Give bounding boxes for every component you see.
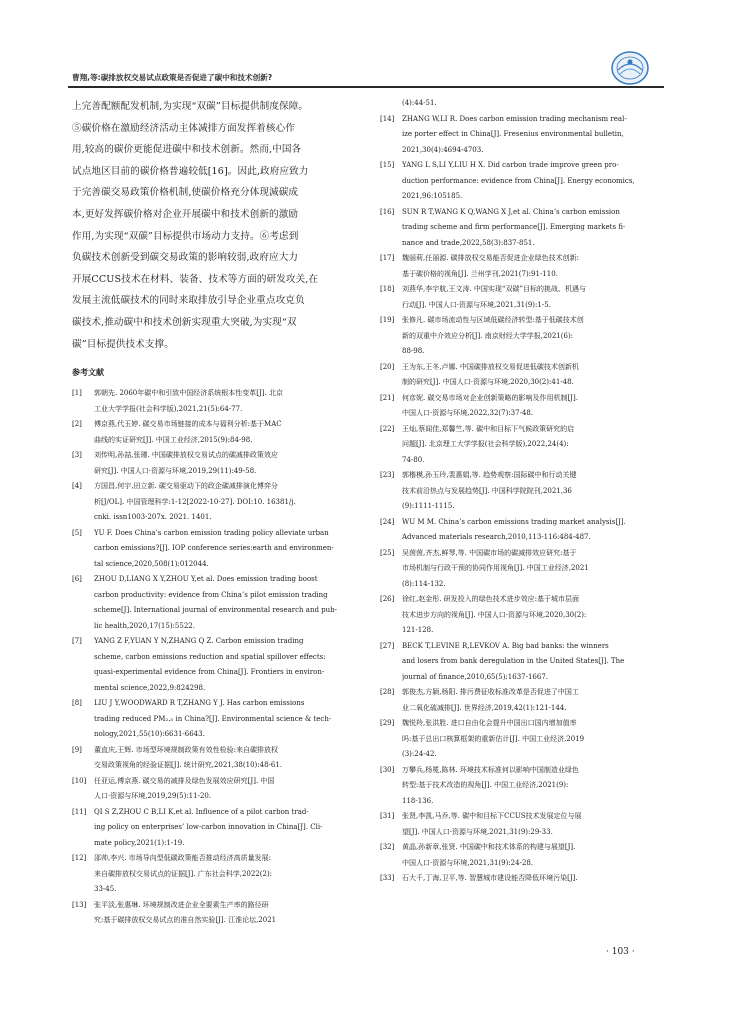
reference-line: 技术进步方向的视角[J]. 中国人口·资源与环境,2020,30(2): <box>402 610 587 619</box>
reference-line: 究:基于碳排放权交易试点的准自然实验[J]. 江淮论坛,2021 <box>94 916 277 925</box>
reference-line: duction performance: evidence from China[J]. Energy economics, <box>402 176 635 185</box>
reference-line: 董直庆,王辉. 市场型环境规制政策有效性检验:来自碳排放权 <box>94 745 279 754</box>
reference-line: 张修凡. 碳市场流动性与区域低碳经济转型:基于低碳技术创 <box>402 316 584 324</box>
reference-line: journal of finance,2010,65(5):1637-1667. <box>402 672 549 681</box>
reference-number: [28] <box>380 688 395 696</box>
body-line: 用,较高的碳价更能促进碳中和技术创新。然而,中国各 <box>72 144 302 156</box>
body-line: 负碳技术创新受到碳交易政策的影响较弱,政府应大力 <box>72 252 299 264</box>
reference-line: ZHOU D,LIANG X Y,ZHOU Y,et al. Does emission trading boost <box>94 575 318 584</box>
references-list-right <box>380 96 668 887</box>
reference-line: 王灿,蔡闻佳,郑馨竺,等. 碳中和目标下气候政策研究的启 <box>402 424 575 433</box>
reference-line: (4):44-51. <box>402 99 437 107</box>
left-column <box>72 96 360 929</box>
reference-item <box>72 417 360 448</box>
reference-number: [16] <box>380 207 395 216</box>
reference-item <box>72 572 360 634</box>
reference-line: scheme[J]. International journal of environmental research and pub- <box>94 606 338 615</box>
reference-number: [33] <box>380 874 395 882</box>
reference-line: 刘燕华,李宇航,王文涛. 中国实现“双碳”目标的挑战、机遇与 <box>402 285 587 293</box>
reference-number: [27] <box>380 641 395 650</box>
reference-item <box>380 360 668 391</box>
reference-item <box>72 386 360 417</box>
reference-item <box>380 685 668 716</box>
reference-line: 74-80. <box>402 455 425 464</box>
reference-line: 方国昌,何宇,田立新. 碳交易驱动下的政企碳减排演化博弈分 <box>94 482 278 491</box>
reference-item <box>380 468 668 515</box>
reference-line: 析[J/OL]. 中国管理科学:1-12[2022-10-27]. DOI:10. 16381/j. <box>94 497 296 506</box>
reference-line: mental science,2022,9:824298. <box>94 683 206 692</box>
reference-line: YANG L S,LI Y,LIU H X. Did carbon trade improve green pro- <box>402 161 619 169</box>
body-line: 碳技术,推动碳中和技术创新实现重大突破,为实现“双 <box>72 316 297 328</box>
reference-number: [18] <box>380 285 395 293</box>
reference-line: 121-128. <box>402 626 434 634</box>
reference-item <box>72 851 360 898</box>
reference-number: [2] <box>72 420 82 429</box>
reference-number: [4] <box>72 482 82 491</box>
reference-number: [24] <box>380 517 395 526</box>
reference-item <box>72 898 360 929</box>
reference-line: carbon productivity: evidence from China’s pilot emission trading <box>94 590 328 599</box>
reference-line: and losers from bank deregulation in the United States[J]. The <box>402 657 625 665</box>
reference-line: 何彦妮. 碳交易市场对企业创新策略的影响及作用机制[J]. <box>402 393 578 402</box>
reference-item <box>380 592 668 639</box>
reference-line: 研究[J]. 中国人口·资源与环境,2019,29(11):49-58. <box>94 466 257 475</box>
reference-line: 吴茵茵,齐杰,鲜琴,等. 中国碳市场的碳减排效应研究:基于 <box>402 548 577 557</box>
reference-item <box>72 774 360 805</box>
reference-line: 转型:基于技术改造的视角[J]. 中国工业经济,2021(9): <box>402 781 569 789</box>
reference-line: SUN R T,WANG K Q,WANG X J,et al. China’s carbon emission <box>402 207 620 216</box>
reference-line: 王为东,王冬,卢娜. 中国碳排放权交易促进低碳技术创新机 <box>402 362 579 371</box>
reference-line: cnki. issn1003-207x. 2021. 1401. <box>94 513 212 522</box>
reference-line: 新的双重中介效应分析[J]. 南京财经大学学报,2021(6): <box>402 331 574 340</box>
reference-item <box>380 313 668 360</box>
reference-item <box>380 205 668 252</box>
reference-line: 曲线的实证研究[J]. 中国工业经济,2015(9):84-98. <box>94 435 253 444</box>
reference-number: [22] <box>380 424 395 433</box>
reference-line: 2021,30(4):4694-4703. <box>402 145 484 154</box>
reference-line: 行动[J]. 中国人口·资源与环境,2021,31(9):1-5. <box>402 300 551 309</box>
reference-item <box>72 448 360 479</box>
references-heading: 参考文献 <box>72 368 104 378</box>
reference-line: LIU J Y,WOODWARD R T,ZHANG Y J. Has carbon emissions <box>94 699 305 708</box>
reference-line: 88-98. <box>402 347 425 355</box>
reference-line: 张贤,李凯,马乔,等. 碳中和目标下CCUS技术发展定位与展 <box>402 812 582 820</box>
reference-number: [17] <box>380 254 395 262</box>
reference-number: [7] <box>72 637 82 646</box>
reference-number: [32] <box>380 843 395 851</box>
reference-item <box>380 282 668 313</box>
reference-item <box>380 251 668 282</box>
page-number: · 103 · <box>606 947 635 957</box>
header-rule <box>68 86 664 88</box>
reference-line: YU F. Does China’s carbon emission trading policy alleviate urban <box>94 528 329 537</box>
reference-line: 傅京燕,代玉婷. 碳交易市场链接的成本与福利分析:基于MAC <box>94 420 282 429</box>
reference-item <box>380 546 668 593</box>
reference-number: [5] <box>72 528 82 537</box>
reference-line: 业二氧化硫减排[J]. 世界经济,2019,42(1):121-144. <box>402 703 567 712</box>
reference-number: [26] <box>380 595 395 603</box>
reference-line: carbon emissions?[J]. IOP conference series:earth and environmen- <box>94 544 334 553</box>
reference-line: tal science,2020,508(1):012044. <box>94 559 209 568</box>
body-line: 上完善配额配发机制,为实现“双碳”目标提供制度保障。 <box>72 101 309 112</box>
reference-line: 张平淡,张惠琳. 环境规制改进企业全要素生产率的路径研 <box>94 900 269 909</box>
reference-line: YANG Z F,YUAN Y N,ZHANG Q Z. Carbon emission trading <box>94 637 304 646</box>
body-line: 开展CCUS技术在材料、装备、技术等方面的研发攻关,在 <box>72 273 319 285</box>
reference-line: 来自碳排放权交易试点的证据[J]. 广东社会科学,2022(2): <box>94 869 273 878</box>
reference-number: [12] <box>72 854 87 863</box>
reference-item <box>380 809 668 840</box>
reference-line: 任亚运,傅京燕. 碳交易的减排及绿色发展效应研究[J]. 中国 <box>94 776 275 785</box>
reference-item <box>380 763 668 810</box>
reference-line: ZHANG W,LI R. Does carbon emission trading mechanism real- <box>402 114 627 123</box>
reference-item <box>72 479 360 526</box>
reference-line: 徐红,赵金彤. 研发投入的绿色技术进步效应:基于城市层面 <box>402 595 580 603</box>
reference-line: quasi-experimental evidence from China[J]. Frontiers in environ- <box>94 668 325 677</box>
reference-line: (3):24-42. <box>402 750 437 758</box>
reference-number: [13] <box>72 900 87 909</box>
reference-line: (8):114-132. <box>402 579 446 588</box>
reference-line: Advanced materials research,2010,113-116:484-487. <box>402 533 591 541</box>
reference-line: 中国人口·资源与环境,2021,31(9):24-28. <box>402 858 534 867</box>
running-header: 曹翔,等:碳排放权交易试点政策是否促进了碳中和技术创新? <box>72 73 273 82</box>
reference-line: 郭朝先. 2060年碳中和引致中国经济系统根本性变革[J]. 北京 <box>94 389 283 398</box>
reference-line: 郭俊杰,方颖,杨阳. 排污费征收标准改革是否促进了中国工 <box>402 688 579 696</box>
reference-number: [29] <box>380 719 395 727</box>
reference-item <box>72 743 360 774</box>
reference-line: 邵帅,李兴. 市场导向型低碳政策能否推动经济高质量发展: <box>94 854 272 863</box>
reference-number: [20] <box>380 362 395 371</box>
reference-line: nology,2021,55(10):6631-6643. <box>94 730 205 739</box>
body-line: 发展主流低碳技术的同时来取排放引导企业重点攻克负 <box>72 295 305 307</box>
reference-line: 魏悦羚,张洪胜. 进口自由化会提升中国出口国内增加值率 <box>402 719 577 727</box>
reference-line: scheme, carbon emissions reduction and spatial spillover effects: <box>94 652 326 661</box>
reference-number: [30] <box>380 765 395 774</box>
reference-number: [11] <box>72 807 87 816</box>
reference-number: [9] <box>72 745 82 754</box>
reference-line: 118-136. <box>402 796 434 805</box>
reference-number: [1] <box>72 389 82 398</box>
reference-line: 人口·资源与环境,2019,29(5):11-20. <box>94 792 212 801</box>
body-line: 作用,为实现“双碳”目标提供市场动力支持。⑥考虑到 <box>72 230 299 242</box>
reference-number: [10] <box>72 776 87 785</box>
reference-item <box>72 805 360 852</box>
reference-number: [3] <box>72 451 82 460</box>
reference-item <box>380 112 668 159</box>
reference-line: mate policy,2021(1):1-19. <box>94 838 185 847</box>
reference-item <box>380 515 668 546</box>
reference-number: [14] <box>380 114 395 123</box>
reference-number: [15] <box>380 161 395 169</box>
reference-number: [31] <box>380 812 395 820</box>
reference-number: [23] <box>380 471 395 479</box>
reference-line: nance and trade,2022,58(3):837-851. <box>402 238 535 247</box>
reference-number: [8] <box>72 699 82 708</box>
reference-line: (9):1111-1115. <box>402 502 455 510</box>
reference-item <box>380 639 668 686</box>
reference-line: ize porter effect in China[J]. Fresenius environmental bulletin, <box>402 130 624 138</box>
reference-item <box>72 696 360 743</box>
reference-line: 黄晶,孙新章,张贤. 中国碳中和技术体系的构建与展望[J]. <box>402 843 576 851</box>
reference-line: trading reduced PM₂.₅ in China?[J]. Environmental science & tech- <box>94 714 332 723</box>
reference-line: 万攀兵,杨冕,陈林. 环境技术标准何以影响中国制造业绿色 <box>402 765 579 774</box>
reference-line: 中国人口·资源与环境,2022,32(7):37-48. <box>402 409 534 417</box>
reference-item <box>380 96 668 112</box>
reference-line: lic health,2020,17(15):5522. <box>94 621 195 630</box>
reference-line: 交易政策视角的经验证据[J]. 统计研究,2021,38(10):48-61. <box>94 761 283 770</box>
reference-number: [6] <box>72 575 82 584</box>
reference-line: 郭楷模,孙玉玲,裴惠娟,等. 趋势观察:国际碳中和行动关键 <box>402 471 577 479</box>
reference-item <box>380 840 668 871</box>
reference-line: 刘传明,孙喆,张瑾. 中国碳排放权交易试点的碳减排政策效应 <box>94 451 278 460</box>
body-line: 试点地区目前的碳价格普遍较低[16]。因此,政府应致力 <box>72 165 309 177</box>
reference-line: 技术前沿热点与发展趋势[J]. 中国科学院院刊,2021,36 <box>402 486 572 495</box>
reference-line: 吗:基于总出口核算框架的重新估计[J]. 中国工业经济,2019 <box>402 734 585 743</box>
reference-item <box>380 391 668 422</box>
reference-line: 魏丽莉,任丽源. 碳排放权交易能否促进企业绿色技术创新: <box>402 254 580 262</box>
reference-line: 问题[J]. 北京理工大学学报(社会科学版),2022,24(4): <box>402 440 569 448</box>
reference-item <box>380 158 668 205</box>
reference-line: 工业大学学报(社会科学版),2021,21(5):64-77. <box>94 404 243 413</box>
reference-line: 市场机制与行政干预的协同作用视角[J]. 中国工业经济,2021 <box>402 564 589 572</box>
reference-item <box>380 422 668 469</box>
reference-line: trading scheme and firm performance[J]. Emerging markets fi- <box>402 223 626 231</box>
reference-line: 33-45. <box>94 885 117 894</box>
reference-line: 2021,96:105185. <box>402 192 463 200</box>
reference-line: 制的研究[J]. 中国人口·资源与环境,2020,30(2):41-48. <box>402 378 574 386</box>
reference-number: [25] <box>380 548 395 557</box>
body-line: 本,更好发挥碳价格对企业开展碳中和技术创新的激励 <box>72 208 299 220</box>
reference-line: QI S Z,ZHOU C B,LI K,et al. Influence of a pilot carbon trad- <box>94 807 309 816</box>
reference-number: [21] <box>380 393 395 402</box>
references-list-left <box>72 386 360 929</box>
reference-line: ing policy on enterprises’ low-carbon innovation in China[J]. Cli- <box>94 823 323 832</box>
body-line: ⑤碳价格在激励经济活动主体减排方面发挥着核心作 <box>72 122 295 134</box>
reference-line: BECK T,LEVINE R,LEVKOV A. Big bad banks: the winners <box>402 641 609 650</box>
body-paragraph <box>72 96 360 355</box>
body-line: 碳”目标提供技术支撑。 <box>72 338 174 350</box>
reference-line: 石大千,丁海,卫平,等. 智慧城市建设能否降低环境污染[J]. <box>402 874 578 882</box>
reference-item <box>72 526 360 573</box>
reference-number: [19] <box>380 316 395 324</box>
reference-line: 基于碳价格的视角[J]. 兰州学刊,2021(7):91-110. <box>402 269 558 278</box>
reference-item <box>380 871 668 887</box>
reference-item <box>72 634 360 696</box>
reference-item <box>380 716 668 763</box>
reference-line: WU M M. China’s carbon emissions trading market analysis[J]. <box>402 517 626 526</box>
body-line: 于完善碳交易政策价格机制,使碳价格充分体现減碳成 <box>72 187 299 199</box>
reference-line: 望[J]. 中国人口·资源与环境,2021,31(9):29-33. <box>402 827 553 836</box>
